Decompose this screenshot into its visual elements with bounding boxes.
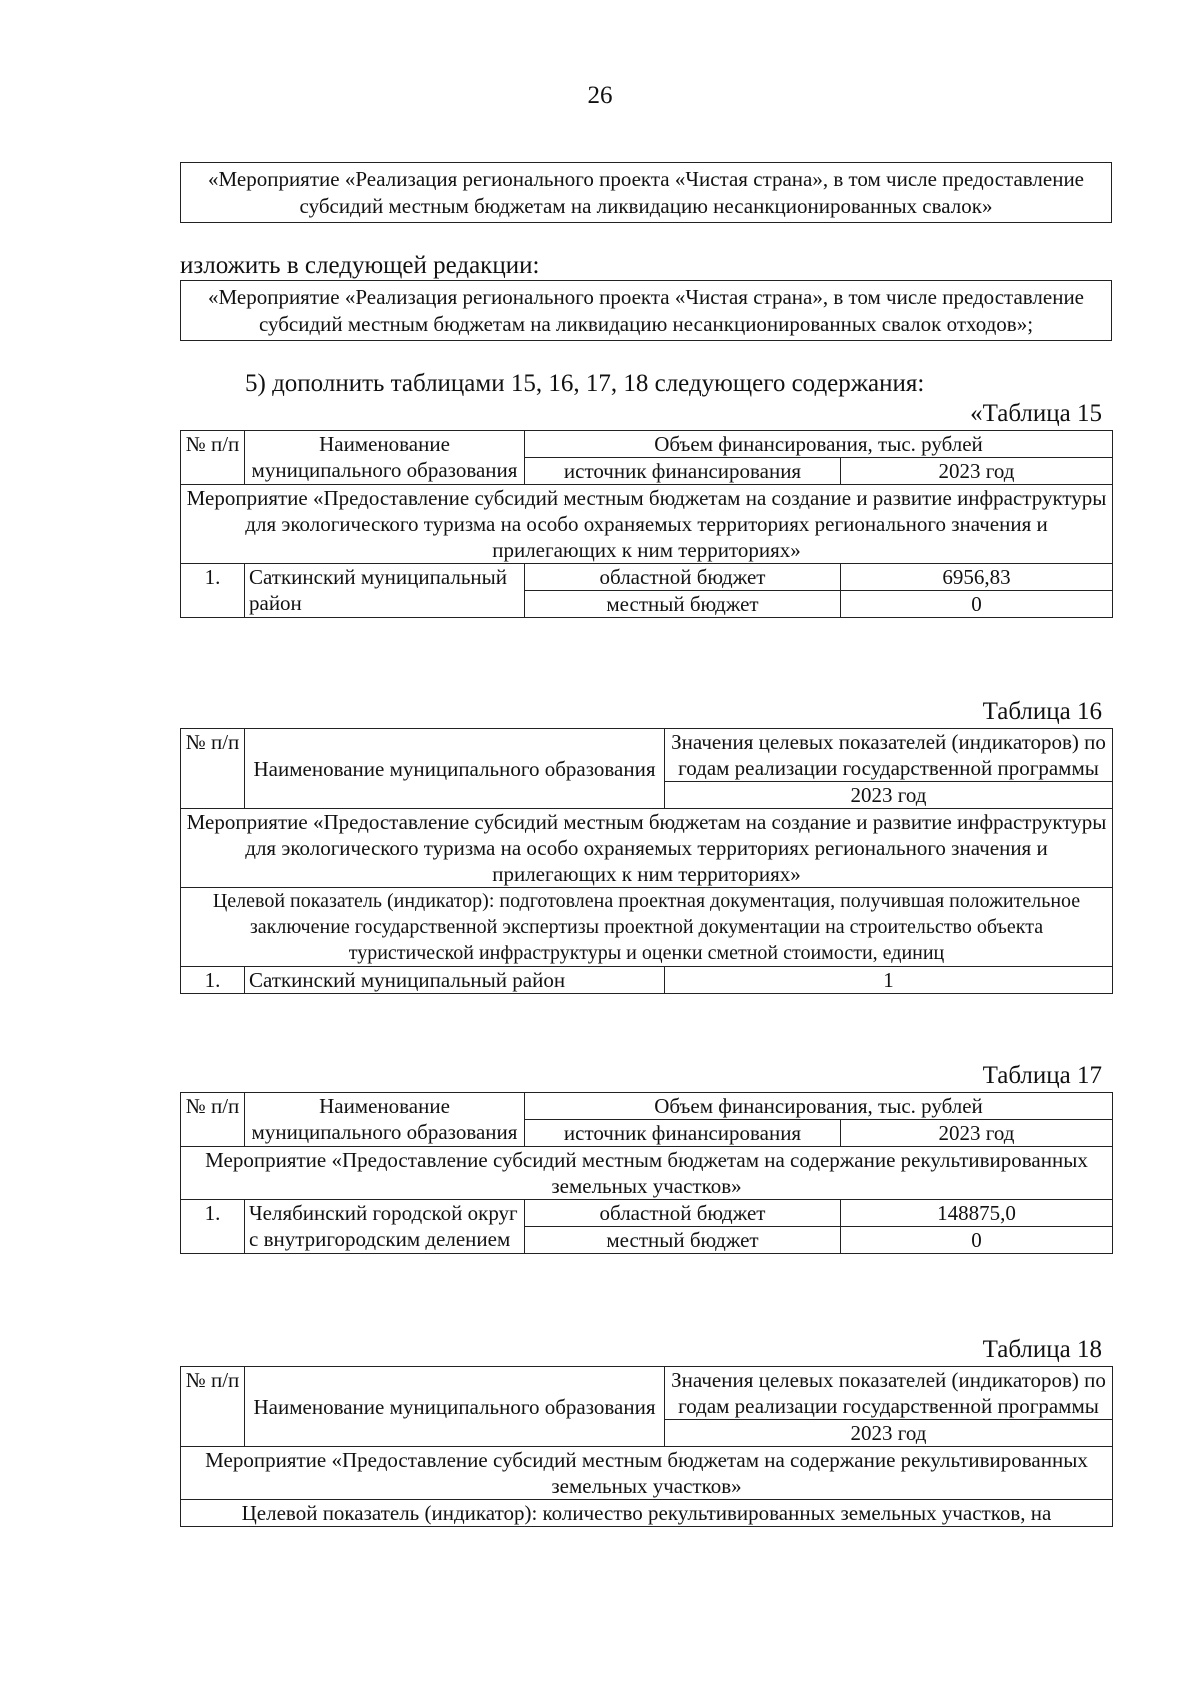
t15-header-source: источник финансирования	[525, 458, 841, 485]
table-18-caption: Таблица 18	[982, 1336, 1102, 1363]
t15-row-name: Саткинский муниципальный район	[245, 564, 525, 618]
t16-header-name: Наименование муниципального образования	[245, 729, 665, 809]
table-16-caption: Таблица 16	[982, 698, 1102, 725]
t15-row-source-1: областной бюджет	[525, 564, 841, 591]
t15-header-volume: Объем финансирования, тыс. рублей	[525, 431, 1113, 458]
t16-header-num: № п/п	[181, 729, 245, 809]
t15-row-value-2: 0	[841, 591, 1113, 618]
t17-header-source: источник финансирования	[525, 1120, 841, 1147]
t17-row-source-2: местный бюджет	[525, 1227, 841, 1254]
t15-event-row: Мероприятие «Предоставление субсидий местным бюджетам на создание и развитие инфраструктуры для экологического туризма на особо охраняемых территориях регионального значения и прилегающих к ним территориях»	[181, 485, 1113, 564]
table-17-caption: Таблица 17	[982, 1062, 1102, 1089]
t16-header-year: 2023 год	[665, 782, 1113, 809]
table-15	[180, 430, 1113, 618]
t17-row-num: 1.	[181, 1200, 245, 1254]
new-text-box: «Мероприятие «Реализация регионального проекта «Чистая страна», в том числе предоставление субсидий местным бюджетам на ликвидацию несанкционированных свалок отходов»;	[180, 280, 1112, 341]
t15-row-value-1: 6956,83	[841, 564, 1113, 591]
t17-header-name: Наименование муниципального образования	[245, 1093, 525, 1147]
t16-row-name: Саткинский муниципальный район	[245, 967, 665, 994]
old-text-box: «Мероприятие «Реализация регионального проекта «Чистая страна», в том числе предоставление субсидий местным бюджетам на ликвидацию несанкционированных свалок»	[180, 162, 1112, 223]
t16-event-row: Мероприятие «Предоставление субсидий местным бюджетам на создание и развитие инфраструктуры для экологического туризма на особо охраняемых территориях регионального значения и прилегающих к ним территориях»	[181, 809, 1113, 888]
t16-indicator-row: Целевой показатель (индикатор): подготовлена проектная документация, получившая положительное заключение государственной экспертизы проектной документации на строительство объекта туристической инфраструктуры и оценки сметной стоимости, единиц	[181, 888, 1113, 967]
t15-row-num: 1.	[181, 564, 245, 618]
table-18	[180, 1366, 1113, 1527]
t18-header-year: 2023 год	[665, 1420, 1113, 1447]
table-16	[180, 728, 1113, 994]
t15-row-source-2: местный бюджет	[525, 591, 841, 618]
page-number: 26	[587, 82, 613, 109]
t17-row-value-2: 0	[841, 1227, 1113, 1254]
t17-row-value-1: 148875,0	[841, 1200, 1113, 1227]
t15-header-year: 2023 год	[841, 458, 1113, 485]
t17-header-year: 2023 год	[841, 1120, 1113, 1147]
t17-row-name: Челябинский городской округ с внутригородским делением	[245, 1200, 525, 1254]
t18-event-row: Мероприятие «Предоставление субсидий местным бюджетам на содержание рекультивированных земельных участков»	[181, 1447, 1113, 1500]
t17-header-volume: Объем финансирования, тыс. рублей	[525, 1093, 1113, 1120]
item-5-paragraph: 5) дополнить таблицами 15, 16, 17, 18 следующего содержания:	[245, 370, 925, 397]
table-17	[180, 1092, 1113, 1254]
t18-indicator-row: Целевой показатель (индикатор): количество рекультивированных земельных участков, на	[181, 1500, 1113, 1527]
t18-header-name: Наименование муниципального образования	[245, 1367, 665, 1447]
t16-row-value: 1	[665, 967, 1113, 994]
t18-header-values: Значения целевых показателей (индикаторов) по годам реализации государственной программы	[665, 1367, 1113, 1420]
t17-event-row: Мероприятие «Предоставление субсидий местным бюджетам на содержание рекультивированных земельных участков»	[181, 1147, 1113, 1200]
t18-header-num: № п/п	[181, 1367, 245, 1447]
t15-header-name: Наименование муниципального образования	[245, 431, 525, 485]
t17-row-source-1: областной бюджет	[525, 1200, 841, 1227]
table-15-caption: «Таблица 15	[970, 400, 1102, 427]
t16-header-values: Значения целевых показателей (индикаторов) по годам реализации государственной программы	[665, 729, 1113, 782]
t17-header-num: № п/п	[181, 1093, 245, 1147]
t15-header-num: № п/п	[181, 431, 245, 485]
t16-row-num: 1.	[181, 967, 245, 994]
edit-instruction: изложить в следующей редакции:	[180, 252, 540, 279]
